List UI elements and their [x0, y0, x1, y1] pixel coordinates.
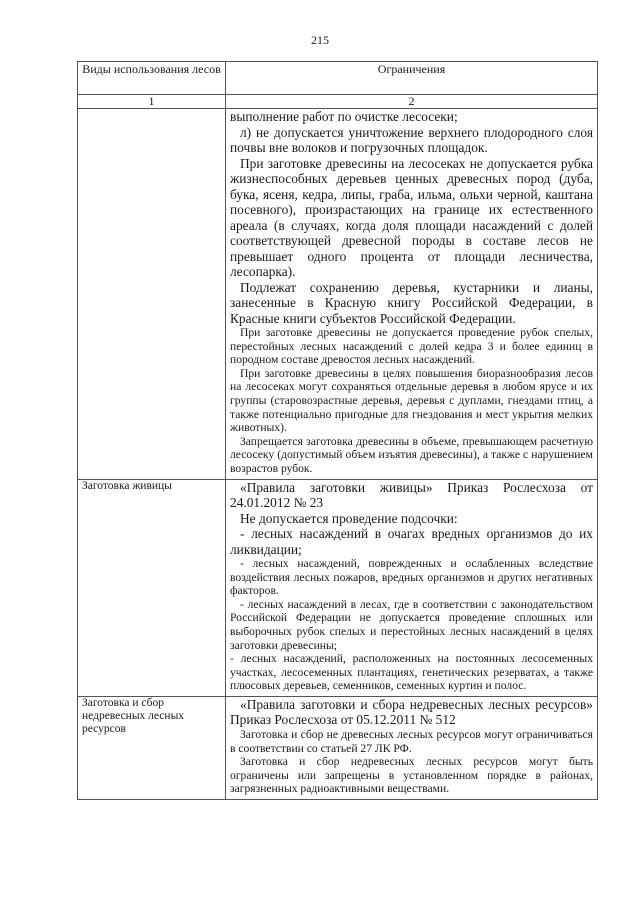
- header-restrictions: Ограничения: [226, 62, 598, 95]
- restriction-paragraph: Заготовка и сбор недревесных лесных ресурсов могут быть ограничены или запрещены в установленном порядке в районах, загрязненных радиоактивными веществами.: [230, 755, 593, 796]
- restriction-paragraph: «Правила заготовки и сбора недревесных лесных ресурсов» Приказ Рослесхоза от 05.12.2011 № 512: [230, 696, 593, 728]
- table-row: [78, 109, 598, 480]
- restrictions-cell: [226, 696, 598, 799]
- restrictions-cell: [226, 109, 598, 480]
- restriction-paragraph: л) не допускается уничтожение верхнего плодородного слоя почвы вне волоков и погрузочных площадок.: [230, 124, 593, 155]
- page-number: 215: [311, 33, 329, 47]
- column-number-1: 1: [78, 95, 226, 109]
- restrictions-table: [77, 61, 598, 800]
- restriction-paragraph: При заготовке древесины не допускается проведение рубок спелых, перестойных лесных насаждений с долей кедра 3 и более единиц в породном составе древостоя лесных насаждений.: [230, 326, 593, 367]
- usage-type-cell: [78, 109, 226, 480]
- usage-type-cell: Заготовка живицы: [78, 479, 226, 696]
- usage-type-cell: Заготовка и сбор недревесных лесных ресурсов: [78, 696, 226, 799]
- restriction-paragraph: - лесных насаждений в очагах вредных организмов до их ликвидации;: [230, 526, 593, 557]
- restriction-paragraph: При заготовке древесины на лесосеках не допускается рубка жизнеспособных деревьев ценных древесных пород (дуба, бука, ясеня, кедра, липы, граба, ильма, ольхи черной, каштана посевного), произрастающих на границе их естественного ареала (в случаях, когда доля площади насаждений с долей соответствующей древесной породы в составе лесов не превышает одного процента от площади лесничества, лесопарка).: [230, 155, 593, 279]
- column-number-2: 2: [226, 95, 598, 109]
- restriction-paragraph: - лесных насаждений, расположенных на постоянных лесосеменных участках, лесосеменных плантациях, генетических резерватах, а также плюсовых деревьев, семенников, семенных куртин и полос.: [230, 652, 593, 693]
- restriction-paragraph: Подлежат сохранению деревья, кустарники и лианы, занесенные в Красную книгу Российской Федерации, в Красные книги субъектов Российской Федерации.: [230, 279, 593, 326]
- restriction-paragraph: выполнение работ по очистке лесосеки;: [230, 109, 458, 124]
- restriction-paragraph: «Правила заготовки живицы» Приказ Рослесхоза от 24.01.2012 № 23: [230, 479, 593, 511]
- restriction-paragraph: Не допускается проведение подсочки:: [240, 510, 458, 526]
- table-header-row: [78, 62, 598, 95]
- restriction-paragraph: - лесных насаждений, поврежденных и ослабленных вследствие воздействия лесных пожаров, вредных организмов и других негативных факторов.: [230, 557, 593, 598]
- table-number-row: [78, 95, 598, 109]
- restriction-paragraph: - лесных насаждений в лесах, где в соответствии с законодательством Российской Федерации не допускается проведение сплошных или выборочных рубок спелых и перестойных лесных насаждений в целях заготовки древесины;: [230, 597, 593, 652]
- restrictions-cell: [226, 479, 598, 696]
- header-usage-types: Виды использования лесов: [78, 62, 226, 95]
- table-row: [78, 696, 598, 799]
- restriction-paragraph: При заготовке древесины в целях повышения биоразнообразия лесов на лесосеках могут сохраняться отдельные деревья в любом ярусе и их группы (старовозрастные деревья, деревья с дуплами, гнездами птиц, а также потенциально пригодные для гнездования и мест укрытия мелких животных).: [230, 366, 593, 435]
- table-row: [78, 479, 598, 696]
- restriction-paragraph: Заготовка и сбор не древесных лесных ресурсов могут ограничиваться в соответствии со статьей 27 ЛК РФ.: [230, 727, 593, 755]
- restriction-paragraph: Запрещается заготовка древесины в объеме, превышающем расчетную лесосеку (допустимый объем изъятия древесины), а также с нарушением возрастов рубок.: [230, 434, 593, 475]
